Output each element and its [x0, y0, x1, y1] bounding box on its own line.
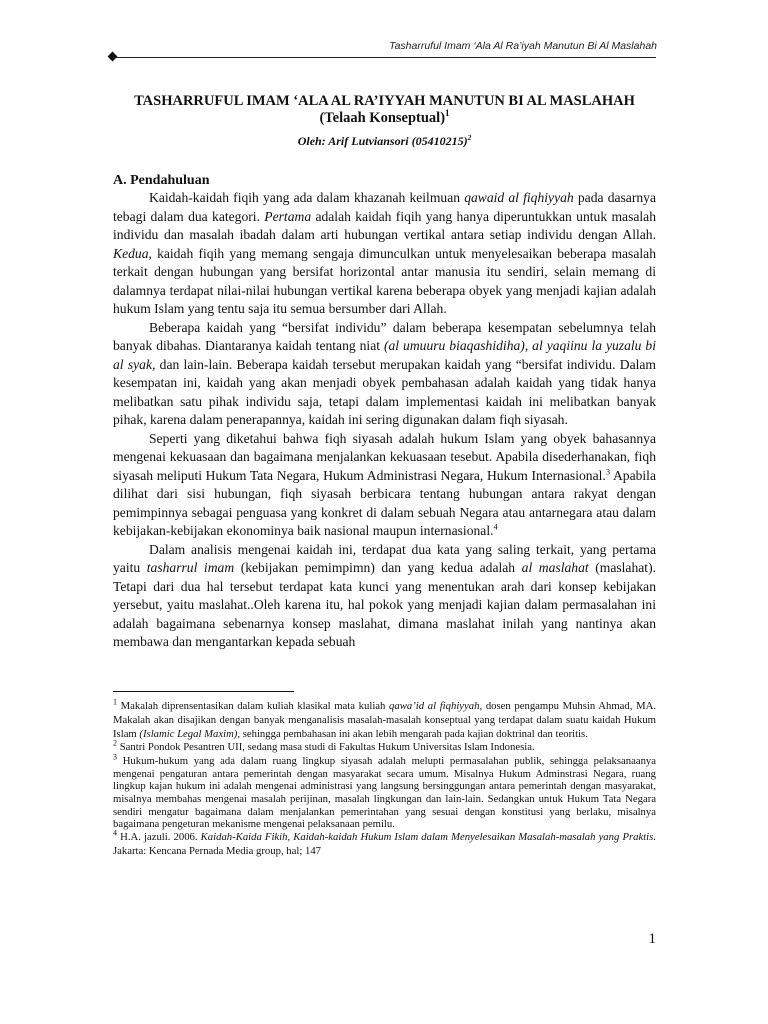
subtitle-text: (Telaah Konseptual) [319, 110, 446, 126]
italic-run: qawa’id al fiqhiyyah, [389, 700, 483, 712]
text-run: Makalah diprensentasikan dalam kuliah klasikal mata kuliah [117, 700, 390, 712]
italic-run: al maslahat [521, 560, 589, 575]
footnote-number: 2 [113, 738, 118, 748]
text-run: Hukum-hukum yang ada dalam ruang lingkup siyasah adalah melupti permasalahan publik, sehingga pelaksanaanya mengenai pengaturan antara pemerintah dengan masyarakat secara umum. Misalnya Hukum Adminstrasi Negara, ruang lingkup kajan hukum ini adalah mengenai administrasi yang langsung bersinggungan antara pemerintah dengan masyarakat, misalnya membahas mengenai masalah perijinan, masalah lingkungan dan lain-lain. Sedangkan untuk Hukum Tata Negara sendiri mengatur bagaimana dalam menjalankan pemerintahan yang sesuai dengan konstitusi yang berlaku, misalnya bagaimana pengeturan mekanisme mengenai pelaksanaan pemilu. [113, 755, 656, 831]
footnote-1 [113, 697, 656, 741]
paragraph-1 [113, 189, 656, 319]
text-run: dan lain-lain. Beberapa kaidah tersebut merupakan kaidah yang “bersifat individu. Dalam kesempatan ini, kaidah yang akan menjadi obyek pembahasan adalah kaidah yang tidak hanya melibatkan satu pihak individu saja, tetapi dalam implementasi kaidah ini melibatkan banyak pihak, karena dalam penerapannya, kaidah ini sering digunakan dalam fiqh siyasah. [113, 356, 656, 427]
text-run: pada dasarnya tebagi dalam dua kategori. [113, 190, 656, 224]
text-run: Santri Pondok Pesantren UII, sedang masa studi di Fakultas Hukum Universitas Islam Indonesia. [117, 741, 535, 754]
subtitle-footnote-ref: 1 [445, 108, 450, 119]
italic-run: (al umuuru biaqashidiha), al yaqiinu la yuzalu bi al syak, [113, 338, 656, 372]
paragraph-3 [113, 430, 656, 541]
document-subtitle [113, 109, 656, 127]
page-number: 1 [648, 931, 656, 947]
footnote-ref-3: 3 [605, 465, 611, 476]
footnote-ref-4: 4 [493, 521, 498, 532]
paragraph-4 [113, 541, 656, 652]
footnote-4 [113, 828, 656, 859]
section-heading: A. Pendahuluan [113, 173, 210, 188]
italic-run: (Islamic Legal Maxim), [139, 727, 241, 740]
footnote-number: 4 [113, 828, 118, 838]
text-run: (maslahat). Tetapi dari dua hal tersebut terdapat kata kunci yang menentukan arah dari konsep kebijakan yersebut, yaitu maslahat..Oleh karena itu, hal pokok yang menjadi kajian dalam permasalahan ini adalah bagaimana sebenarnya konsep maslahat, dimana maslahat inilah yang nantinya akan membawa dan mengantarkan kepada sebuah [113, 560, 657, 649]
footnote-2 [113, 738, 656, 755]
italic-run: Pertama [264, 208, 312, 224]
text-run: Seperti yang diketahui bahwa fiqh siyasah adalah hukum Islam yang obyek bahasannya mengenai kekuasaan dan bagaimana menjalankan kekuasaan tesebut. Apabila disederhanakan, fiqh siyasah meliputi Hukum Tata Negara, Hukum Administrasi Negara, Hukum Internasional. [113, 430, 656, 483]
text-run: adalah kaidah fiqih yang hanya diperuntukkan untuk masalah individu dan masalah ibadah dalam arti hubungan vertikal antara setiap individu dengan Allah. [113, 208, 656, 242]
body-text [113, 189, 656, 652]
italic-run: Kedua, [113, 245, 152, 261]
author-text: Oleh: Arif Lutviansori (05410215) [297, 134, 468, 148]
text-run: dosen pengampu Muhsin Ahmad, MA. Makalah akan disajikan dengan banyak menganalisis masalah-masalah konseptual yang terdapat dalam suatu kaidah Hukum Islam [113, 700, 656, 740]
text-run: (kebijakan pemimpimn) dan yang kedua adalah [234, 560, 522, 575]
paragraph-2 [113, 319, 656, 430]
text-run: sehingga pembahasan ini akan lebih mengarah pada kajian doktrinal dan teoritis. [240, 727, 588, 740]
italic-run: qawaid al fiqhiyyah [464, 190, 574, 205]
footnote-number: 1 [113, 697, 118, 707]
italic-run: Kaidah-Kaida Fikih, Kaidah-kaidah Hukum Islam dalam Menyelesaikan Masalah-masalah yang Praktis. [200, 830, 656, 843]
text-run: Dalam analisis mengenai kaidah ini, terdapat dua kata yang saling terkait, yang pertama yaitu [113, 541, 656, 575]
text-run: Apabila dilihat dari sisi hubungan, fiqh siyasah berbicara tentang hubungan antara rakyat dengan pemimpinnya sebagai penguasa yang konkret di dalam sebuah Negara atau antarnegara atau dalam kebijakan-kebijakan ekonominya baik nasional maupun internasional. [113, 467, 656, 538]
footnote-3 [113, 752, 656, 831]
running-header: Tasharruful Imam ‘Ala Al Ra’iyah Manutun Bi Al Maslahah [389, 40, 657, 52]
title-text: TASHARRUFUL IMAM ‘ALA AL RA’IYYAH MANUTUN BI AL MASLAHAH [134, 93, 635, 109]
footnote-number: 3 [113, 752, 118, 762]
author-line [113, 134, 656, 149]
italic-run: tasharrul imam [146, 560, 235, 575]
text-run: kaidah fiqih yang memang sengaja dimunculkan untuk menyelesaikan beberapa masalah terkait dengan hubungan yang bersifat horizontal antar manusia itu sendiri, selain memang di dalamnya terdapat nilai-nilai hubungan vertikal karena beberapa obyek yang menjadi kajian adalah hukum Islam yang tentu saja itu semua bersumber dari Allah. [113, 245, 656, 316]
text-run: H.A. jazuli. 2006. [117, 830, 201, 843]
document-title [113, 92, 656, 110]
text-run: Kaidah-kaidah fiqih yang ada dalam khazanah keilmuan [149, 190, 465, 205]
header-rule [113, 57, 656, 58]
author-footnote-ref: 2 [467, 133, 472, 142]
footnotes [113, 697, 656, 858]
footnote-separator [113, 691, 294, 692]
text-run: Jakarta: Kencana Pernada Media group, hal; 147 [113, 844, 322, 857]
text-run: Beberapa kaidah yang “bersifat individu” dalam beberapa kesempatan sebelumnya telah banyak dibahas. Diantaranya kaidah tentang niat [113, 319, 656, 353]
